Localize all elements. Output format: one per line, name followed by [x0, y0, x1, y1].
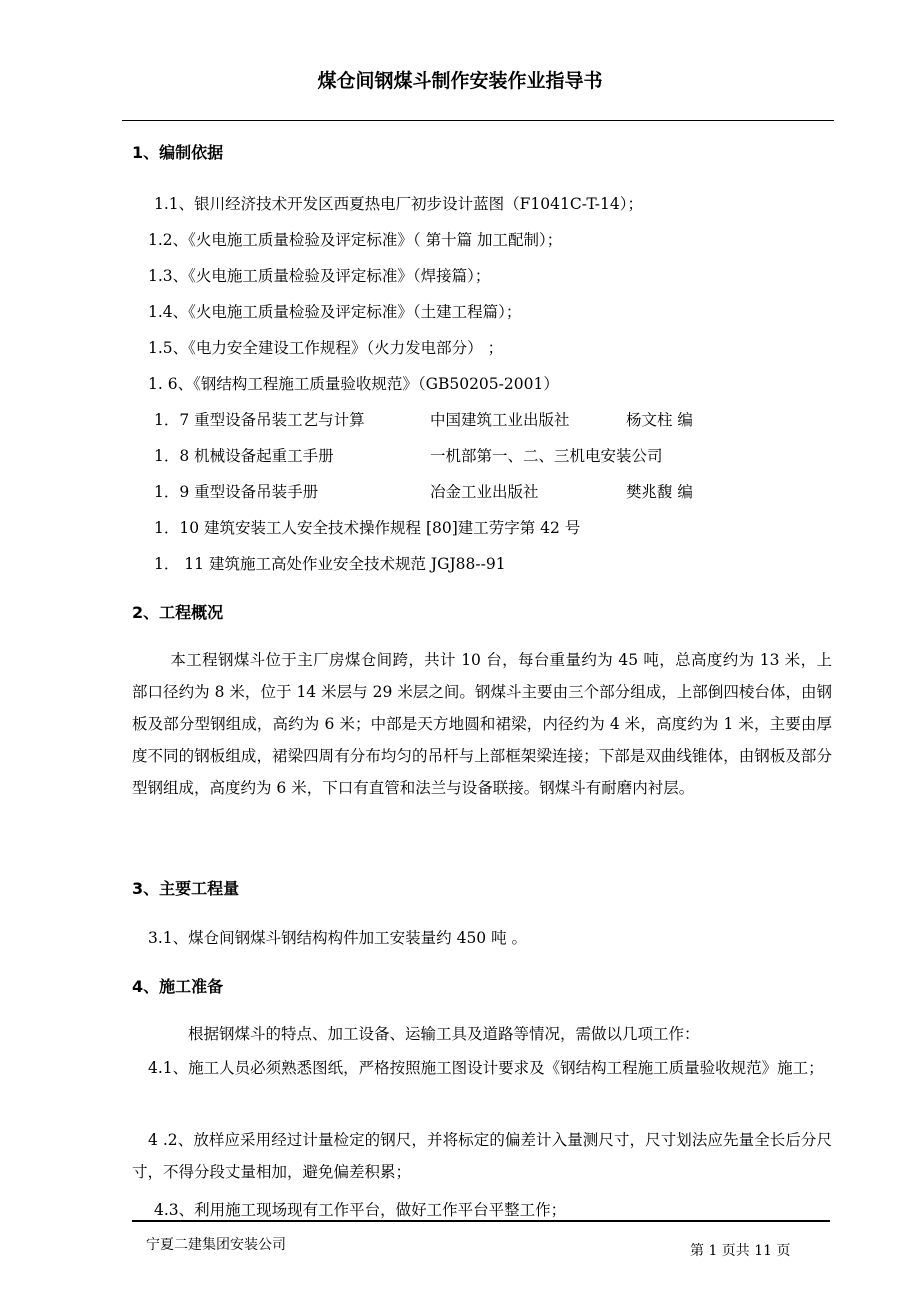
section-4-heading: 4、施工准备	[132, 977, 224, 996]
footer-company: 宁夏二建集团安装公司	[146, 1237, 286, 1253]
preparation-intro: 根据钢煤斗的特点、加工设备、运输工具及道路等情况，需做以几项工作：	[188, 1025, 700, 1043]
list-item: 1. 6、《钢结构工程施工质量验收规范》（GB50205-2001）	[148, 375, 559, 393]
reference-publisher: 一机部第一、二、三机电安装公司	[430, 447, 663, 465]
reference-publisher: 中国建筑工业出版社	[430, 411, 570, 429]
preparation-item	[132, 1052, 832, 1084]
preparation-item	[132, 1124, 832, 1188]
reference-name: 1．9 重型设备吊装手册	[154, 483, 319, 501]
quantity-item: 3.1、煤仓间钢煤斗钢结构构件加工安装量约 450 吨 。	[148, 929, 528, 947]
header-divider	[122, 120, 834, 121]
section-2-heading: 2、工程概况	[132, 603, 224, 622]
reference-name: 1．7 重型设备吊装工艺与计算	[154, 411, 365, 429]
list-item: 1.4、《火电施工质量检验及评定标准》（土建工程篇）；	[148, 303, 522, 321]
list-item: 1.1、银川经济技术开发区西夏热电厂初步设计蓝图（F1041C-T-14）；	[154, 195, 643, 213]
footer-divider	[132, 1220, 830, 1222]
list-item: 1.2、《火电施工质量检验及评定标准》（ 第十篇 加工配制）；	[148, 231, 563, 249]
reference-author: 杨文柱 编	[626, 411, 693, 429]
list-item: 1.3、《火电施工质量检验及评定标准》（焊接篇）；	[148, 267, 491, 285]
section-3-heading: 3、主要工程量	[132, 879, 240, 898]
preparation-item-text: 4 .2、放样应采用经过计量检定的钢尺，并将标定的偏差计入量测尺寸，尺寸划法应先量全长后分尺寸，不得分段丈量相加，避免偏差积累；	[132, 1131, 832, 1181]
footer-page-number: 第 1 页共 11 页	[690, 1243, 791, 1259]
preparation-item: 4.3、利用施工现场现有工作平台，做好工作平台平整工作；	[154, 1201, 567, 1219]
project-overview-paragraph	[132, 644, 832, 804]
section-1-heading: 1、编制依据	[132, 143, 224, 162]
page-title: 煤仓间钢煤斗制作安装作业指导书	[317, 70, 603, 92]
preparation-item-text: 4.1、施工人员必须熟悉图纸，严格按照施工图设计要求及《钢结构工程施工质量验收规范》施工；	[148, 1059, 824, 1077]
list-item: 1.5、《电力安全建设工作规程》（火力发电部分） ；	[148, 339, 504, 357]
list-item: 1． 11 建筑施工高处作业安全技术规范 JGJ88--91	[154, 555, 506, 573]
project-overview-text: 本工程钢煤斗位于主厂房煤仓间跨，共计 10 台，每台重量约为 45 吨，总高度约为 13 米，上部口径约为 8 米，位于 14 米层与 29 米层之间。钢煤斗主要由三个部分组成，上部倒四棱台体，由钢板及部分型钢组成，高约为 6 米；中部是天方地圆和裙梁，内径约为 4 米，高度约为 1 米，主要由厚度不同的钢板组成，裙梁四周有分布均匀的吊杆与上部框架梁连接；下部是双曲线锥体，由钢板及部分型钢组成，高度约为 6 米，下口有直管和法兰与设备联接。钢煤斗有耐磨内衬层。	[132, 651, 832, 797]
reference-name: 1．8 机械设备起重工手册	[154, 447, 334, 465]
list-item: 1．10 建筑安装工人安全技术操作规程 [80]建工劳字第 42 号	[154, 519, 581, 537]
reference-publisher: 冶金工业出版社	[430, 483, 539, 501]
reference-author: 樊兆馥 编	[626, 483, 693, 501]
